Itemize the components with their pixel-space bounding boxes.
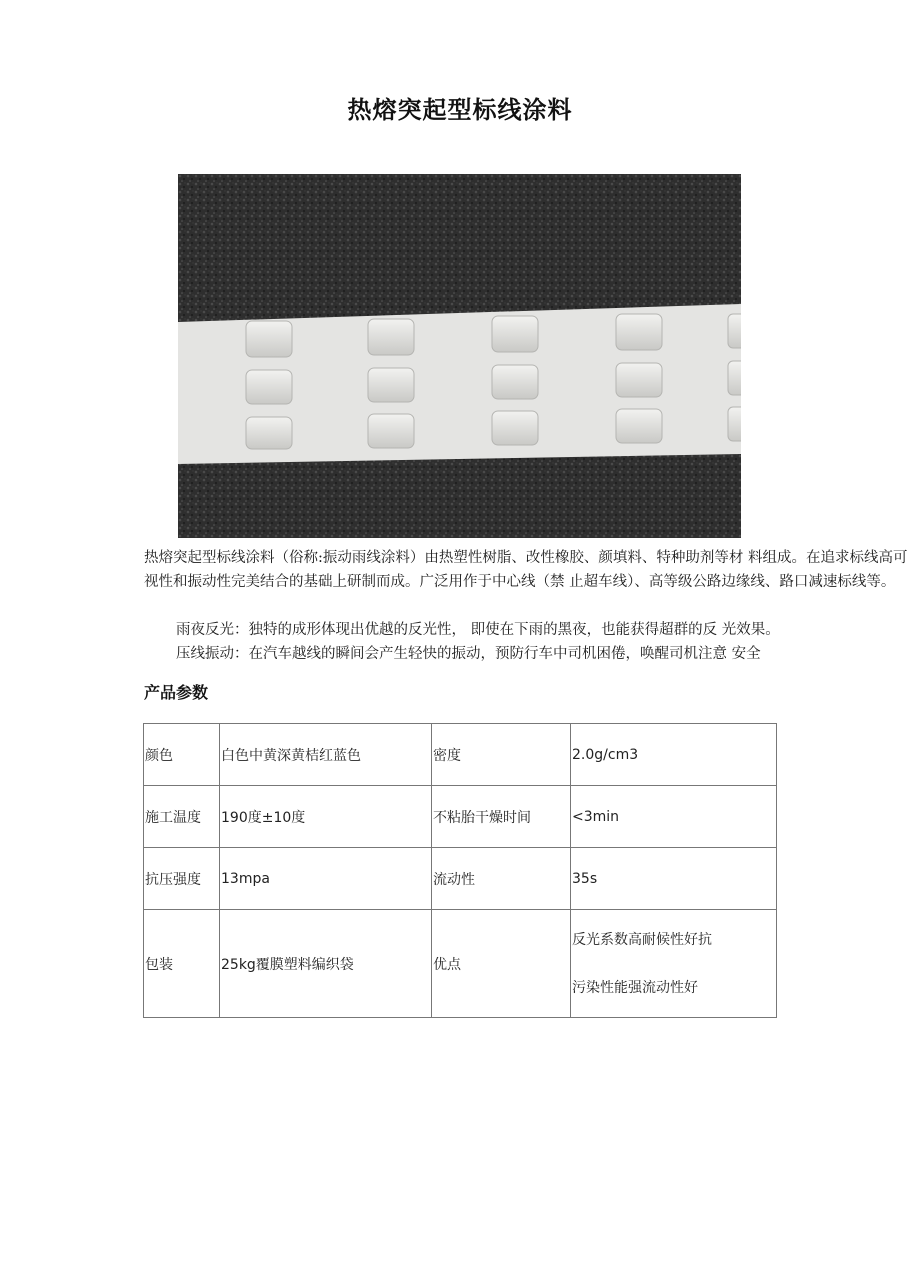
param-key: 优点 <box>432 910 571 1018</box>
param-key: 抗压强度 <box>144 848 220 910</box>
vibration-feature: 压线振动：在汽车越线的瞬间会产生轻快的振动，预防行车中司机困倦，唤醒司机注意 安全 <box>176 646 761 662</box>
section-heading: 产品参数 <box>144 683 209 702</box>
bump-column-4 <box>616 314 662 443</box>
param-value: 13mpa <box>220 848 432 910</box>
bump-column-5 <box>728 314 741 441</box>
bump-column-3 <box>492 316 538 445</box>
param-value-line: 反光系数高耐候性好抗 <box>572 931 712 948</box>
bump-column-1 <box>246 321 292 449</box>
param-value: 白色中黄深黄桔红蓝色 <box>220 724 432 786</box>
table-row <box>144 910 777 1018</box>
param-value <box>571 910 777 1018</box>
product-params-table <box>143 723 777 1018</box>
table-row <box>144 848 777 910</box>
param-value: 25kg覆膜塑料编织袋 <box>220 910 432 1018</box>
param-value: 190度±10度 <box>220 786 432 848</box>
table-row <box>144 786 777 848</box>
param-value: 2.0g/cm3 <box>571 724 777 786</box>
param-key: 包装 <box>144 910 220 1018</box>
param-key: 施工温度 <box>144 786 220 848</box>
rainy-night-feature: 雨夜反光：独特的成形体现出优越的反光性， 即使在下雨的黑夜，也能获得超群的反 光效果。 <box>176 622 780 638</box>
param-value: 35s <box>571 848 777 910</box>
param-key: 颜色 <box>144 724 220 786</box>
bump-column-2 <box>368 319 414 448</box>
road-marking-photo <box>178 174 741 538</box>
table-row <box>144 724 777 786</box>
param-value-line: 污染性能强流动性好 <box>572 979 698 996</box>
intro-paragraph: 热熔突起型标线涂料（俗称:振动雨线涂料）由热塑性树脂、改性橡胶、颜填料、特种助剂等材 料组成。在追求标线高可视性和振动性完美结合的基础上研制而成。广泛用作于中心线（禁 止超车线）、高等级公路边缘线、路口减速标线等。 <box>144 550 908 590</box>
param-value: <3min <box>571 786 777 848</box>
param-key: 不粘胎干燥时间 <box>432 786 571 848</box>
param-key: 密度 <box>432 724 571 786</box>
page-title: 热熔突起型标线涂料 <box>347 96 573 124</box>
param-key: 流动性 <box>432 848 571 910</box>
